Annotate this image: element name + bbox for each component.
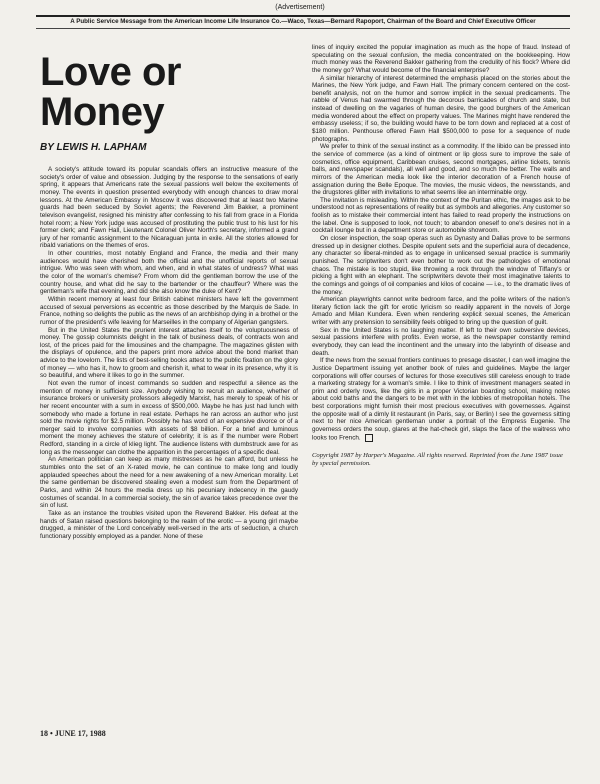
article-title: Love or Money: [40, 50, 181, 134]
paragraph: An American politician can keep as many mistresses as he can afford, but unless he stumbles onto the set of an X-rated movie, he can continue to make long and loudly applauded speeches about the need for a new awakening of a new American morality. Let the same gentleman be discovered stealing even a modest sum from the Department of Parks, and within 24 hours the media dress up his pecuniary indecency in the gaudy costumes of scandal. In a commercial society, the sin of avarice takes precedence over the sin of lust.: [40, 456, 298, 510]
paragraph: Within recent memory at least four British cabinet ministers have left the government accused of sexual perversions as eccentric as those described by the Marquis de Sade. In France, nothing so delights the public as the news of an archbishop dying in a brothel or the rumor of the president's wife leaving for Marseilles in the company of Algerian gangsters.: [40, 295, 298, 326]
paragraph: On closer inspection, the soap operas such as Dynasty and Dallas prove to be sermons dressed up in designer clothes. Despite opulent sets and the superficial aura of decadence, any character so liberal-minded as to engage in unlicensed sexual practice is summarily punished. The scriptwriters don't even bother to work out the pathologies of emotional chaos. The mistake is too stupid, like throwing a rock through the window of Tiffany's or picking a fight with an elephant. The scriptwriters devote their most imaginative talents to the comings and goings of oil companies and kilos of cocaine — i.e., to the dramatic lives of the money.: [312, 235, 570, 296]
paragraph: Not even the rumor of incest commands so sudden and respectful a silence as the mention of money in sufficient size. Anybody wishing to recruit an audience, whether of insurance brokers or university professors allegedly Marxist, has merely to speak of his or her recent encounter with a sum in excess of $500,000. Maybe he has just had lunch with somebody who made a fortune in real estate. Perhaps he ran across an author who just sold the movie rights for $2.5 million. Possibly he has word of an expensive divorce or of a merger said to involve companies with assets of $8 billion. For a brief and luminous moment the money achieves the stature of celebrity; it is as if the number were Robert Redford, standing in a circle of klieg light. The audience listens with dumbstruck awe for as long as the messenger can clothe the apparition in the percentages of a specific deal.: [40, 379, 298, 456]
paragraph: A similar hierarchy of interest determined the emphasis placed on the stories about the Marines, the New York judge, and Fawn Hall. The primary concern centered on the cost-benefit analysis, not on the humor and sorrow implicit in the sexual predicaments. The rabble of Venus had swarmed through the decorous barricades of church and state, but instead of dwelling on the vagaries of human desire, the good burghers of the American media wondered about the effect on property values. The Marines might have rendered the embassy useless; if so, the building would have to be torn down and replaced at a cost of $180 million. Penthouse offered Fawn Hall $500,000 to pose for a sequence of nude photographs.: [312, 74, 570, 143]
page-footer: 18 • JUNE 17, 1988: [40, 729, 106, 738]
paragraph: We prefer to think of the sexual instinct as a commodity. If the libido can be pressed into the service of commerce (as a kind of ointment or lip gloss sure to improve the sale of cosmetics, office equipment, Caribbean cruises, second mortgages, airline tickets, tennis balls, and newspaper scandals), all well and good, and so much the better. The walls and mirrors of the American media look like the interior decoration of a French house of assignation during the Belle Epoque. The movies, the music videos, the newsstands, and the drugstores glitter with invitations to what seems like an interminable orgy.: [312, 143, 570, 197]
end-mark-icon: [365, 434, 373, 442]
top-rule: [36, 15, 570, 17]
paragraph: The invitation is misleading. Within the context of the Puritan ethic, the images ask to be understood not as representations of reality but as symbols and allegories. Any customer so foolish as to mistake their commercial intent has failed to read properly the instructions on the label. One is supposed to look, not touch; to abandon oneself to one's desires not in a cocktail lounge but in a department store or automobile showroom.: [312, 196, 570, 235]
paragraph: American playwrights cannot write bedroom farce, and the polite writers of the nation's literary fiction lack the gift for erotic lyricism so readily apparent in the novels of Jorge Amado and Milan Kundera. Even when rendering explicit sexual scenes, the American writer with any pretension to sensibility feels obliged to bring up the question of guilt.: [312, 296, 570, 327]
paragraph: lines of inquiry excited the popular imagination as much as the hope of fraud. Instead of speculating on the sexual confusion, the media concentrated on the bookkeeping. How much money was the Reverend Bakker gathering from the credulity of his flock? Where did the money go? What would become of the financial enterprise?: [312, 44, 570, 74]
article-column-left: [40, 44, 298, 784]
sponsor-line: A Public Service Message from the American Income Life Insurance Co.—Waco, Texas—Bernard Rapoport, Chairman of the Board and Chief Executive Officer: [70, 18, 536, 25]
copyright-credit: Copyright 1987 by Harper's Magazine. All rights reserved. Reprinted from the June 1987 issue by special permission.: [312, 451, 563, 468]
header-rule: [36, 28, 570, 29]
article-byline: BY LEWIS H. LAPHAM: [40, 142, 147, 153]
paragraph: Sex in the United States is no laughing matter. If left to their own subversive devices, sexual passions interfere with profits. Even worse, as the newspaper constantly remind everybody, they can lead the incontinent and the unwary into the labyrinth of disease and death.: [312, 326, 570, 357]
paragraph: Take as an instance the troubles visited upon the Reverend Bakker. His defeat at the hands of Satan raised questions belonging to the realm of the erotic — a young girl maybe drugged, a minister of the Lord conceivably well-versed in the arts of seduction, a church functionary possibly employed as a pander. None of these: [40, 509, 298, 540]
paragraph: But in the United States the prurient interest attaches itself to the voluptuousness of money. The gossip columnists delight in the talk of business deals, of contracts won and lost, of the prices paid for the limousines and the champagne. The magazines glisten with the displays of opulence, and the papers print more advice about the bond market than advice to the lovelorn. The lists of best-selling books attest to the public fixation on the glory of money — who has it, how to groom and cherish it, what to wear in its presence, why it is so beautiful, and where it likes to go in the summer.: [40, 326, 298, 380]
paragraph-last-text: If the news from the sexual frontiers continues to presage disaster, I can well imagine the Justice Department issuing yet another book of rules and guidelines. Maybe the larger corporations will offer courses of lectures for those executives still careless enough to trade a marketing strategy for a woman's smile. I like to think of investment managers seated in prim and orderly rows, like the girls in a proper Victorian boarding school, making notes about cold baths and the dangers to be met with in the lobbies of metropolitan hotels. The best corporations might furnish their most precious executives with governesses. Against the opposite wall of a dimly lit restaurant (in Paris, say, or Berlin) I see the governess sitting next to her nice American gentleman under a portrait of the Empress Eugenie. The governess orders the soup, glares at the hat-check girl, slaps the face of the waitress who looks too French.: [312, 357, 570, 442]
paragraph: A society's attitude toward its popular scandals offers an instructive measure of the society's order of value and obsession. Judging by the response to the sensations of early spring, it appears that Americans rate the sexual passions well below the excitements of money. The events in question presented everybody with enough chances to draw moral lessons. At the American Embassy in Moscow it was discovered that at least two Marine guards had been seduced by Soviet agents; the Reverend Jim Bakker, a prominent televison evangelist, resigned his ministry after confessing to his fall from grace in a Florida hotel room; a New York judge was accused of prostituting the public trust to his lust for his former clerk; and Fawn Hall, Lieutenant Colonel Oliver North's secretary, informed a grand jury of her romantic assignment to the Nicaraguan junta in exile. All the stories allowed for ribald variations on the themes of eros.: [40, 166, 298, 250]
paragraph-last: [312, 357, 570, 442]
paragraph: In other countries, most notably England and France, the media and their many audiences would have cherished both the official and the unofficial reports of sexual intrigue. Who was seen with whom, and when, and in what states of undress? What was the color of the woman's chemise? From whom did the gentleman borrow the use of the country house, and what did he say to the bartender or the chauffeur? Where was the gentleman's wife that evening, and did she also know the duke of Kent?: [40, 250, 298, 296]
advertisement-label: (Advertisement): [275, 4, 325, 11]
article-column-right: [312, 44, 570, 784]
